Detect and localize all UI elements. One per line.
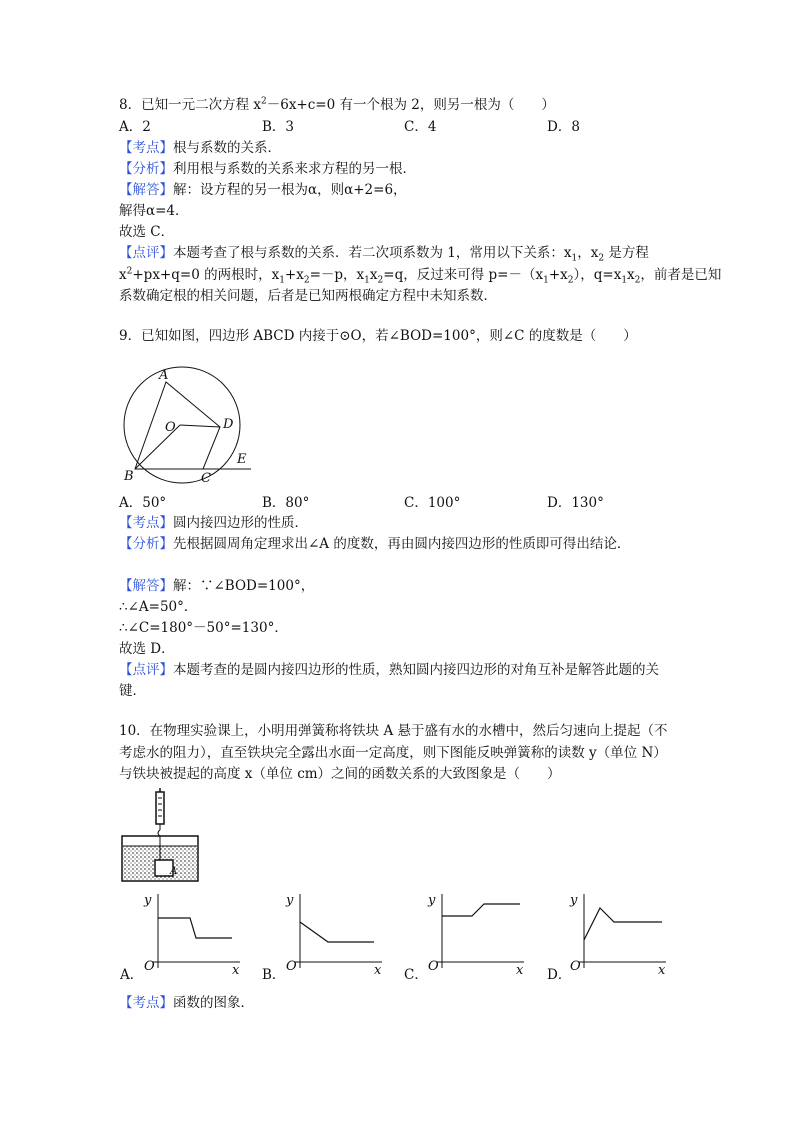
label-e: E xyxy=(237,452,247,467)
q9-stem: 9．已知如图，四边形 ABCD 内接于⊙O，若∠BOD=100°，则∠C 的度数是（ ） xyxy=(119,328,637,344)
q8-step1: 解得α=4． xyxy=(119,203,189,219)
q10-apparatus-figure xyxy=(120,788,200,883)
q10-option-a[interactable]: A． xyxy=(120,967,144,983)
q9-dianping-line2: 键． xyxy=(119,683,146,699)
q8-option-c[interactable]: C．4 xyxy=(404,119,437,135)
graph-d-curve xyxy=(584,908,662,940)
radius-od xyxy=(180,425,220,427)
q8-option-b[interactable]: B．3 xyxy=(262,119,295,135)
q8-dianping-line3: 系数确定根的相关问题，后者是已知两根确定方程中未知系数． xyxy=(119,288,497,304)
q9-fenxi: 【分析】先根据圆周角定理求出∠A 的度数，再由圆内接四边形的性质即可得出结论． xyxy=(119,536,631,552)
block-label: A xyxy=(170,866,178,877)
label-c: C xyxy=(201,471,211,486)
q10-graph-d xyxy=(566,890,676,978)
q10-graph-c xyxy=(424,890,534,978)
q10-graph-b xyxy=(282,890,392,978)
q9-dianping-line1: 【点评】本题考查的是圆内接四边形的性质，熟知圆内接四边形的对角互补是解答此题的关 xyxy=(119,662,659,678)
svg-text:y: y xyxy=(570,893,578,908)
spring-scale xyxy=(156,792,164,824)
q9-option-c[interactable]: C．100° xyxy=(404,495,461,511)
svg-text:x: x xyxy=(374,963,382,978)
label-o: O xyxy=(165,420,176,435)
q8-jieda: 【解答】解：设方程的另一根为α，则α+2=6， xyxy=(119,182,407,198)
q10-option-d[interactable]: D． xyxy=(547,967,572,983)
svg-text:y: y xyxy=(428,893,436,908)
q8-kaodian: 【考点】根与系数的关系． xyxy=(119,140,281,156)
graph-a-curve xyxy=(158,918,232,938)
q8-fenxi: 【分析】利用根与系数的关系来求方程的另一根． xyxy=(119,161,416,177)
q9-kaodian: 【考点】圆内接四边形的性质． xyxy=(119,515,308,531)
q10-graph-a xyxy=(140,890,250,978)
label-a: A xyxy=(159,368,169,383)
q9-option-a[interactable]: A．50° xyxy=(119,495,167,511)
q8-dianping-line2: $x^2+px+q=0$ 的两根时，$x_1+x_2=-p$，$x_1x_2=q$，反过来可得 $p=-(x_1+x_2)$，$q=x_1x_2$，前者是已知 xyxy=(119,266,722,286)
q9-option-b[interactable]: B．80° xyxy=(262,495,310,511)
svg-text:O: O xyxy=(144,959,155,974)
q9-jieda: 【解答】解：∵∠BOD=100°， xyxy=(119,578,315,594)
graph-b-curve xyxy=(300,922,374,942)
q9-circle-figure xyxy=(115,362,260,487)
q10-kaodian: 【考点】函数的图象． xyxy=(119,995,254,1011)
q8-dianping-line1: 【点评】本题考查了根与系数的关系．若二次项系数为 1，常用以下关系：$x_1$，$x_2$ 是方程 xyxy=(119,245,649,264)
svg-text:O: O xyxy=(570,959,581,974)
svg-text:O: O xyxy=(428,959,439,974)
q8-stem: 8．已知一元二次方程 $x^2-6x+c=0$ 有一个根为 2，则另一根为（ ） xyxy=(119,96,555,113)
q10-stem-line1: 10．在物理实验课上，小明用弹簧称将铁块 A 悬于盛有水的水槽中，然后匀速向上提起（不 xyxy=(119,723,668,739)
svg-text:x: x xyxy=(516,963,524,978)
q8-option-a[interactable]: A．2 xyxy=(119,119,151,135)
svg-text:x: x xyxy=(232,963,240,978)
q9-option-d[interactable]: D．130° xyxy=(547,495,604,511)
svg-text:x: x xyxy=(658,963,666,978)
q9-step1: ∴∠A=50°． xyxy=(119,599,198,615)
graph-c-curve xyxy=(442,904,520,916)
q8-option-d[interactable]: D．8 xyxy=(547,119,580,135)
q10-option-b[interactable]: B． xyxy=(262,967,286,983)
q10-option-c[interactable]: C． xyxy=(404,967,428,983)
q10-stem-line2: 考虑水的阻力），直至铁块完全露出水面一定高度，则下图能反映弹簧称的读数 y（单位 N） xyxy=(119,745,667,761)
q10-stem-line3: 与铁块被提起的高度 x（单位 cm）之间的函数关系的大致图象是（ ） xyxy=(119,766,561,782)
svg-text:y: y xyxy=(144,893,152,908)
label-b: B xyxy=(124,469,134,484)
svg-text:O: O xyxy=(286,959,297,974)
q9-step2: ∴∠C=180°－50°=130°． xyxy=(119,620,288,636)
q8-step2: 故选 C． xyxy=(119,224,175,240)
q9-step3: 故选 D． xyxy=(119,641,175,657)
label-d: D xyxy=(223,417,234,432)
svg-text:y: y xyxy=(286,893,294,908)
